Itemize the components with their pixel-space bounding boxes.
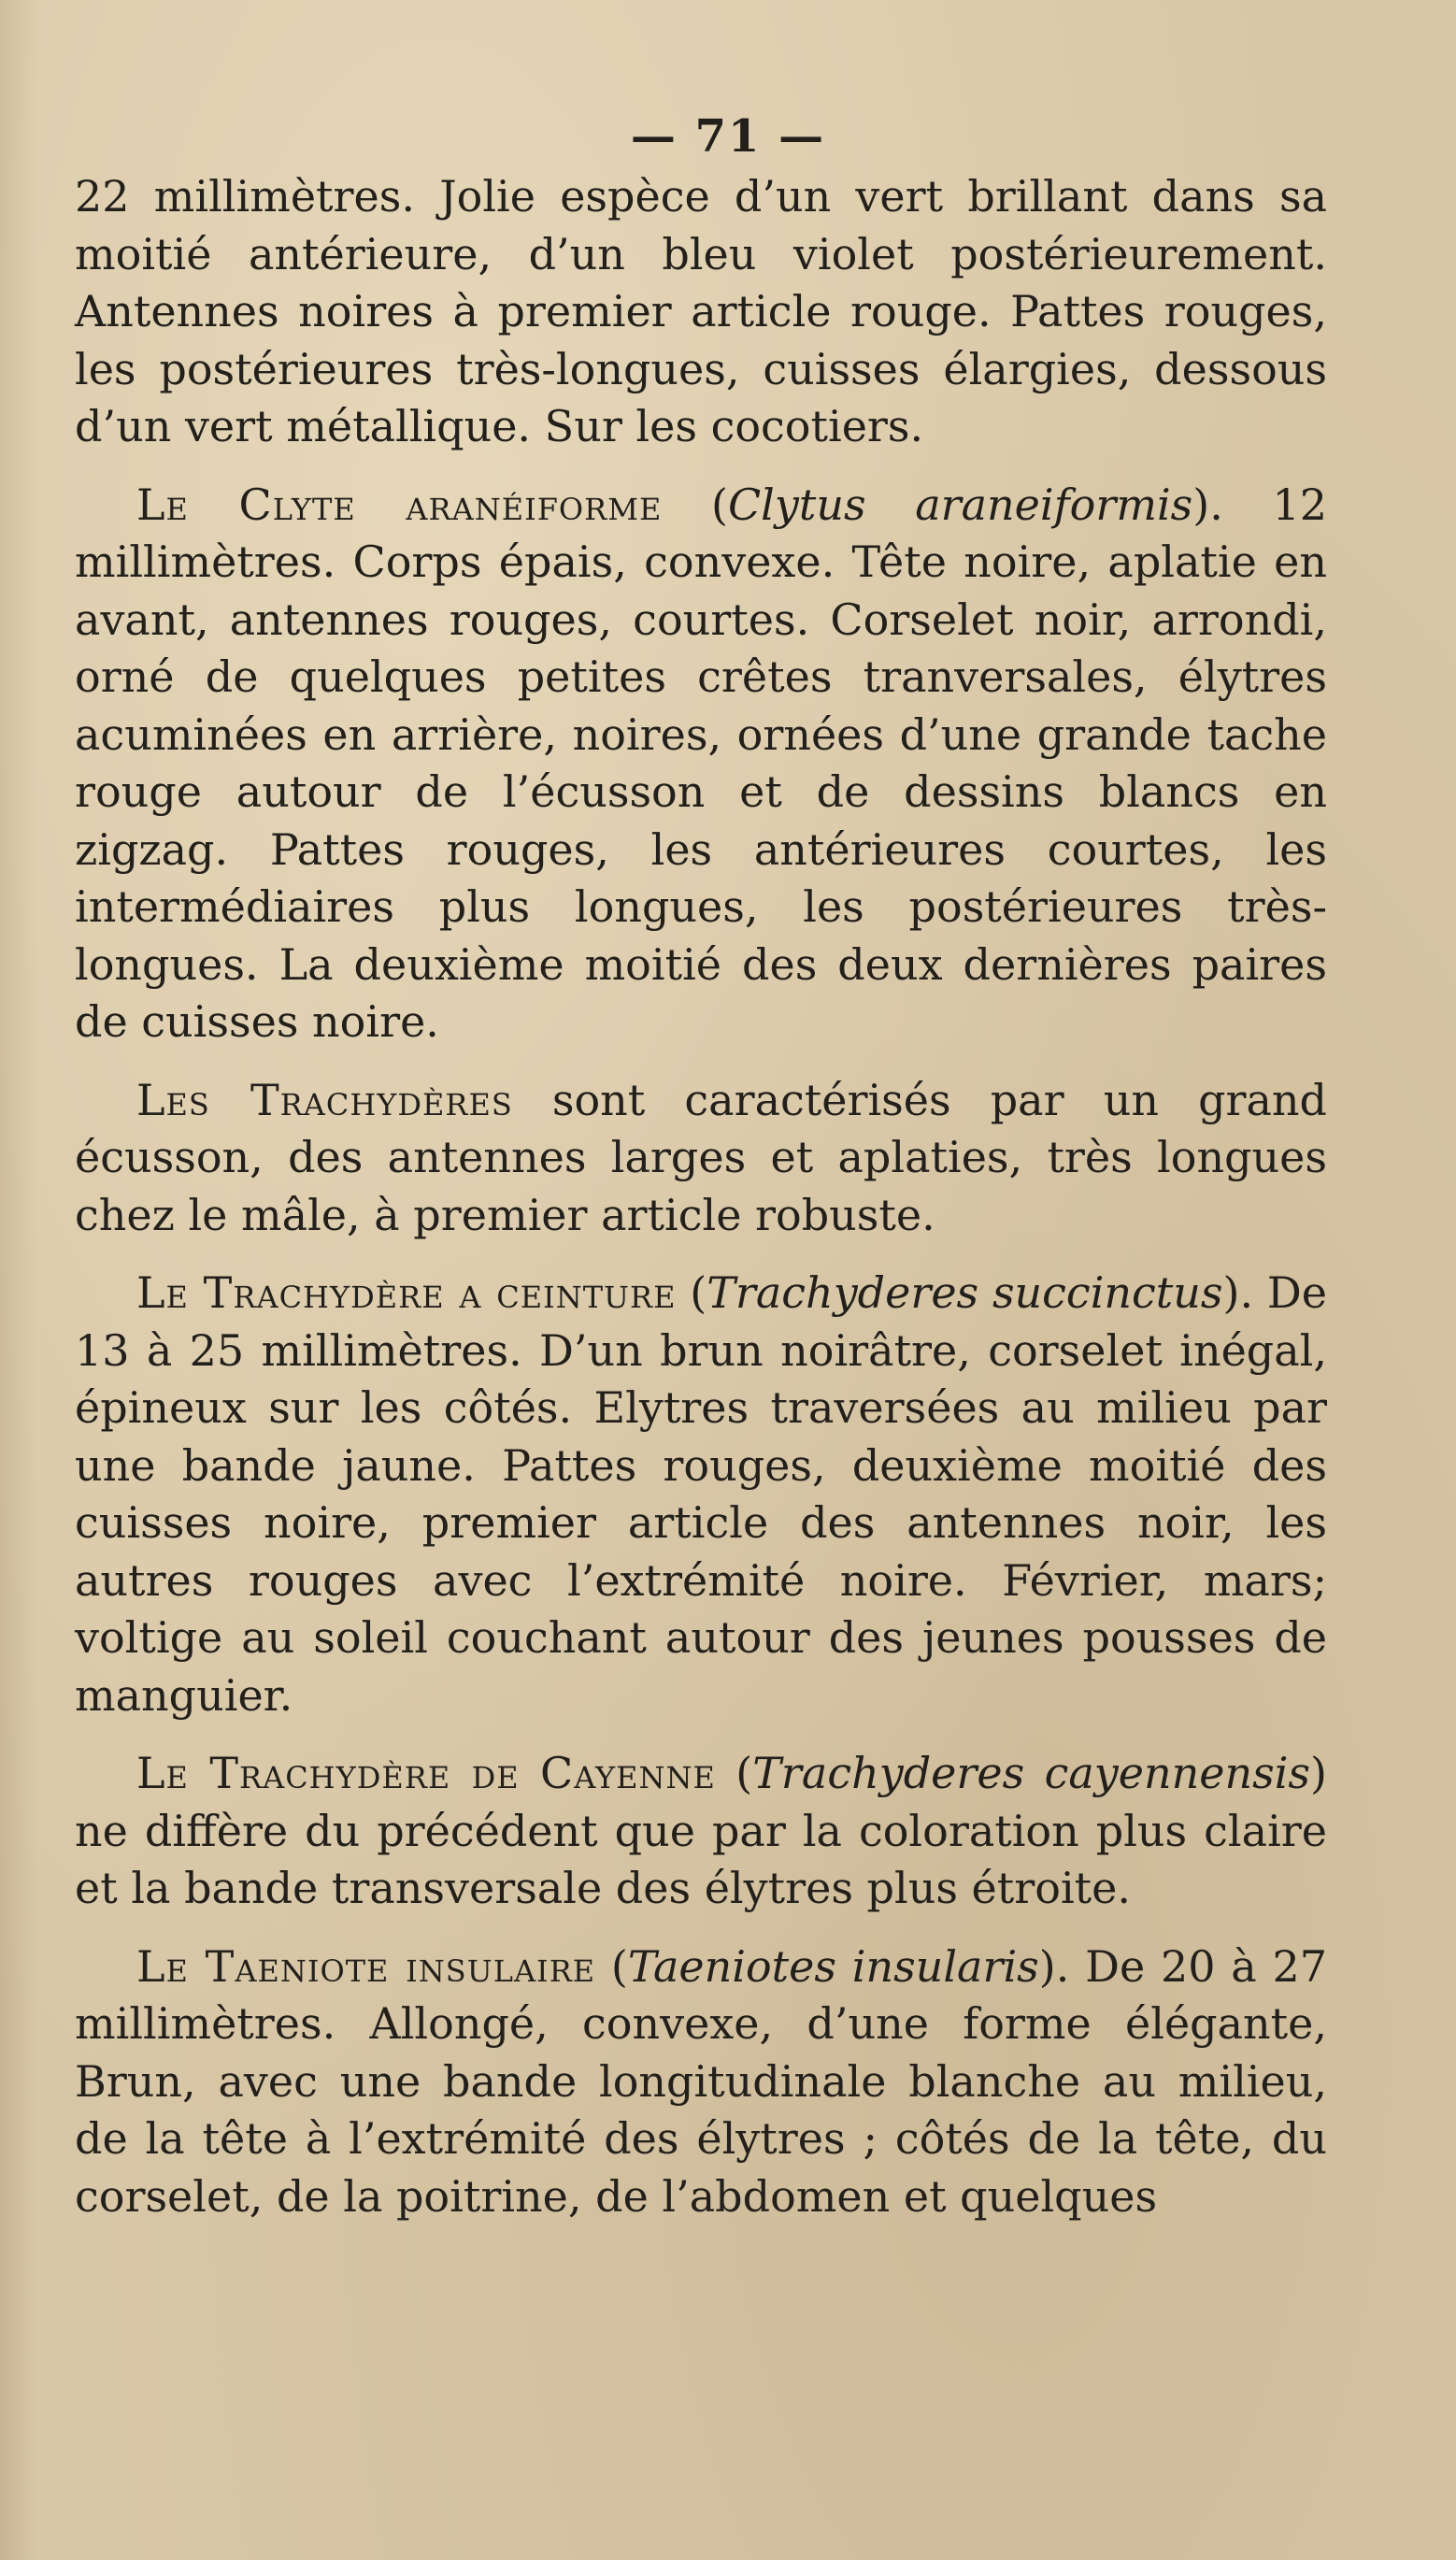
- latin-name: Taeniotes insularis: [627, 1940, 1039, 1992]
- paragraph-clyte-araneiforme: [75, 477, 1327, 1051]
- paragraph-text: 12 millimètres. Corps épais, convexe. Tête noire, aplatie en avant, antennes rouges, courtes. Corselet noir, arrondi, orné de quelques petites crêtes tranversales, élytres acuminées en arrière, noires, ornées d’une grande tache rouge autour de l’écusson et de dessins blancs en zigzag. Pattes rouges, les antérieures courtes, les intermédiaires plus longues, les postérieures très-longues. La deuxième moitié des deux dernières paires de cuisses noire.: [75, 479, 1328, 1047]
- latin-close: ).: [1222, 1267, 1254, 1318]
- paragraph-trachyderes: [75, 1072, 1327, 1245]
- latin-name: Trachyderes cayennensis: [752, 1748, 1311, 1798]
- species-heading: Le Trachydère de Cayenne: [136, 1748, 716, 1798]
- latin-name: Trachyderes succinctus: [707, 1267, 1223, 1318]
- latin-open: (: [711, 479, 728, 530]
- latin-close: ).: [1192, 479, 1223, 530]
- page-body: [75, 168, 1327, 2225]
- paragraph-text: De 13 à 25 millimètres. D’un brun noirâtre, corselet inégal, épineux sur les côtés. Elytres traversées au milieu par une bande jaune. Pattes rouges, deuxième moitié des cuisses noire, premier article des antennes noir, les autres rouges avec l’extrémité noire. Février, mars; voltige au soleil couchant autour des jeunes pousses de manguier.: [75, 1267, 1327, 1721]
- species-heading: Le Taeniote insulaire: [136, 1940, 596, 1992]
- paragraph-text: sont caractérisés par un grand écusson, des antennes larges et aplaties, très longues chez le mâle, à premier article robuste.: [75, 1074, 1328, 1240]
- latin-open: (: [735, 1748, 753, 1798]
- species-heading: Le Clyte aranéiforme: [136, 479, 663, 530]
- latin-open: (: [610, 1940, 628, 1992]
- paragraph-trachydere-a-ceinture: [75, 1265, 1327, 1724]
- paragraph-continuation: [75, 168, 1327, 456]
- latin-close: ): [1310, 1748, 1327, 1798]
- latin-name: Clytus araneiformis: [727, 479, 1193, 530]
- latin-close: ).: [1038, 1940, 1070, 1992]
- paragraph-text: 22 millimètres. Jolie espèce d’un vert brillant dans sa moitié antérieure, d’un bleu violet postérieurement. Antennes noires à premier article rouge. Pattes rouges, les postérieures très-longues, cuisses élargies, dessous d’un vert métallique. Sur les cocotiers.: [75, 171, 1327, 451]
- species-heading: Le Trachydère a ceinture: [136, 1267, 677, 1318]
- paragraph-text: ne diffère du précédent que par la coloration plus claire et la bande transversale des élytres plus étroite.: [75, 1805, 1327, 1913]
- paragraph-text: De 20 à 27 millimètres. Allongé, convexe, d’une forme élégante, Brun, avec une bande longitudinale blanche au milieu, de la tête à l’extrémité des élytres ; côtés de la tête, du corselet, de la poitrine, de l’abdomen et quelques: [75, 1940, 1327, 2222]
- latin-open: (: [690, 1267, 707, 1318]
- group-heading: Les Trachydères: [136, 1074, 513, 1125]
- paragraph-trachydere-de-cayenne: [75, 1745, 1327, 1918]
- paragraph-taeniote-insulaire: [75, 1938, 1327, 2226]
- page-number: — 71 —: [630, 110, 826, 163]
